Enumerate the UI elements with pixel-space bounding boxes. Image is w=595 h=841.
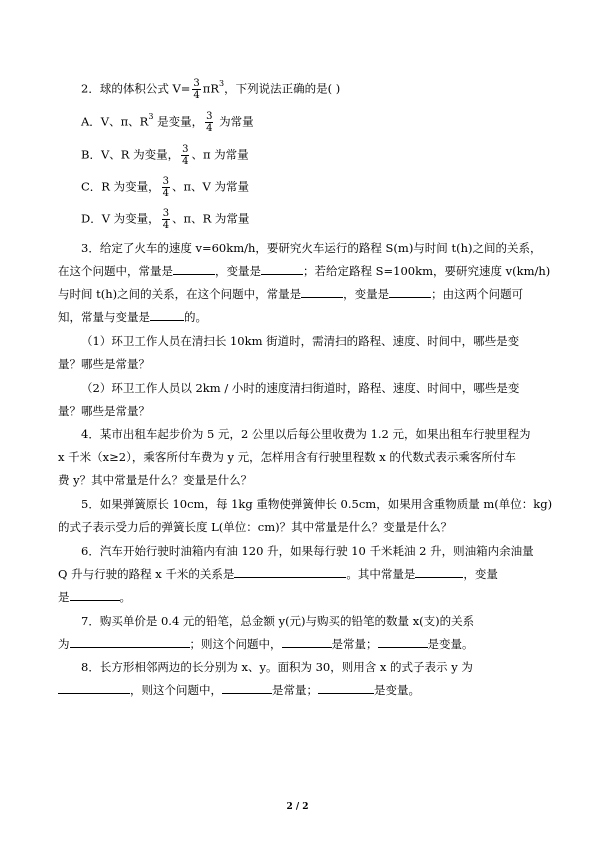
q3-line-2	[58, 263, 550, 279]
option-text: 、π、R 为常量	[172, 211, 250, 226]
answer-blank[interactable]	[234, 566, 346, 578]
q3-text: ；由这两个问题可	[431, 287, 524, 301]
fraction	[162, 208, 170, 231]
q6-line-2	[58, 566, 498, 582]
fraction	[162, 176, 170, 199]
q7-text: 是常量；	[331, 637, 378, 651]
q8-text: 是变量。	[374, 683, 420, 697]
q5-line-2: 的式子表示受力后的弹簧长度 L(单位：cm)？其中常量是什么？变量是什么？	[58, 520, 453, 534]
q6-text: 是	[58, 590, 70, 604]
q6-text: 。其中常量是	[346, 567, 416, 581]
q2-option-b	[81, 144, 249, 167]
fraction-denominator: 4	[162, 188, 169, 199]
superscript: 3	[148, 112, 154, 121]
q5-line-1: 5．如果弹簧原长 10cm，每 1kg 重物使弹簧伸长 0.5cm，如果用含重物质量 m(单位：kg)	[81, 497, 553, 511]
q2-stem-text: 2．球的体积公式 V=	[81, 81, 191, 96]
q7-line-1: 7．购买单价是 0.4 元的铅笔，总金额 y(元)与购买的铅笔的数量 x(支)的关系	[81, 614, 475, 628]
p2-line-1: （2）环卫工作人员以 2km / 小时的速度清扫街道时，路程、速度、时间中，哪些是变	[81, 381, 520, 395]
q3-text: 的。	[184, 310, 207, 324]
answer-blank[interactable]	[318, 682, 374, 694]
q3-line-1: 3．给定了火车的速度 v=60km/h，要研究火车运行的路程 S(m)与时间 t(h)之间的关系，	[81, 241, 542, 255]
option-text: 是变量，	[153, 114, 204, 129]
answer-blank[interactable]	[70, 636, 190, 648]
q7-text: 是变量。	[427, 637, 474, 651]
answer-blank[interactable]	[58, 682, 130, 694]
answer-blank[interactable]	[378, 636, 428, 648]
q2-stem-text: ，下列说法正确的是( )	[224, 81, 341, 96]
answer-blank[interactable]	[70, 589, 120, 601]
q3-line-4	[58, 309, 207, 325]
q6-text: ，变量	[463, 567, 498, 581]
answer-blank[interactable]	[173, 263, 215, 275]
q2-stem	[81, 78, 340, 101]
q7-text: ；则这个问题中，	[189, 637, 282, 651]
fraction-numerator: 3	[206, 111, 213, 122]
q8-text: 是常量；	[272, 683, 318, 697]
fraction-numerator: 3	[162, 208, 170, 219]
q6-text: 。	[119, 590, 131, 604]
fraction-numerator: 3	[193, 78, 200, 89]
q3-text: ，变量是	[215, 264, 261, 278]
option-text: C．R 为变量，	[81, 179, 160, 194]
option-text: A．V、π、R	[81, 114, 149, 129]
q4-line-2: x 千米（x≥2），乘客所付车费为 y 元，怎样用含有行驶里程数 x 的代数式表示乘客所付车	[58, 450, 516, 464]
option-text: 、π、V 为常量	[172, 179, 250, 194]
p2-line-2: 量？哪些是常量？	[58, 404, 150, 418]
page-number: 2 / 2	[286, 802, 309, 812]
answer-blank[interactable]	[150, 309, 184, 321]
option-text: D．V 为变量，	[81, 211, 160, 226]
fraction-numerator: 3	[182, 144, 189, 155]
q6-line-1: 6．汽车开始行驶时油箱内有油 120 升，如果每行驶 10 千米耗油 2 升，则油箱内余油量	[81, 544, 534, 558]
q2-stem-text: πR	[202, 81, 220, 96]
option-text: B．V、R 为变量，	[81, 147, 180, 162]
q8-line-2	[58, 682, 420, 698]
q6-text: Q 升与行驶的路程 x 千米的关系是	[58, 567, 235, 581]
q3-text: 与时间 t(h)之间的关系，在这个问题中，常量是	[58, 287, 302, 301]
fraction-denominator: 4	[182, 156, 189, 167]
fraction	[181, 144, 189, 167]
answer-blank[interactable]	[222, 682, 272, 694]
q4-line-3: 费 y？其中常量是什么？变量是什么？	[58, 473, 253, 487]
q6-line-3	[58, 589, 131, 605]
answer-blank[interactable]	[415, 566, 463, 578]
answer-blank[interactable]	[389, 286, 431, 298]
option-text: 、π 为常量	[191, 147, 249, 162]
q2-option-a	[81, 111, 254, 134]
fraction	[192, 78, 200, 101]
answer-blank[interactable]	[261, 263, 303, 275]
fraction	[205, 111, 213, 134]
q3-text: ，变量是	[343, 287, 390, 301]
q3-text: 在这个问题中，常量是	[58, 264, 173, 278]
fraction-denominator: 4	[162, 220, 170, 231]
answer-blank[interactable]	[282, 636, 332, 648]
q3-text: ；若给定路程 S=100km，要研究速度 v(km/h)	[303, 264, 551, 278]
fraction-numerator: 3	[162, 176, 169, 187]
q7-text: 为	[58, 637, 70, 651]
answer-blank[interactable]	[301, 286, 343, 298]
q3-line-3	[58, 286, 523, 302]
q4-line-1: 4．某市出租车起步价为 5 元，2 公里以后每公里收费为 1.2 元，如果出租车行驶里程为	[81, 427, 531, 441]
option-text: 为常量	[215, 114, 254, 129]
q3-text: 知，常量与变量是	[58, 310, 150, 324]
q8-line-1: 8．长方形相邻两边的长分别为 x、y。面积为 30，则用含 x 的式子表示 y 为	[81, 660, 473, 674]
p1-line-1: （1）环卫工作人员在清扫长 10km 街道时，需清扫的路程、速度、时间中，哪些是变	[81, 334, 520, 348]
q7-line-2	[58, 636, 474, 652]
q2-option-d	[81, 208, 249, 231]
q8-text: ，则这个问题中，	[130, 683, 222, 697]
fraction-denominator: 4	[206, 123, 213, 134]
fraction-denominator: 4	[193, 90, 200, 101]
p1-line-2: 量？哪些是常量？	[58, 357, 150, 371]
q2-option-c	[81, 176, 249, 199]
superscript: 3	[219, 79, 225, 88]
